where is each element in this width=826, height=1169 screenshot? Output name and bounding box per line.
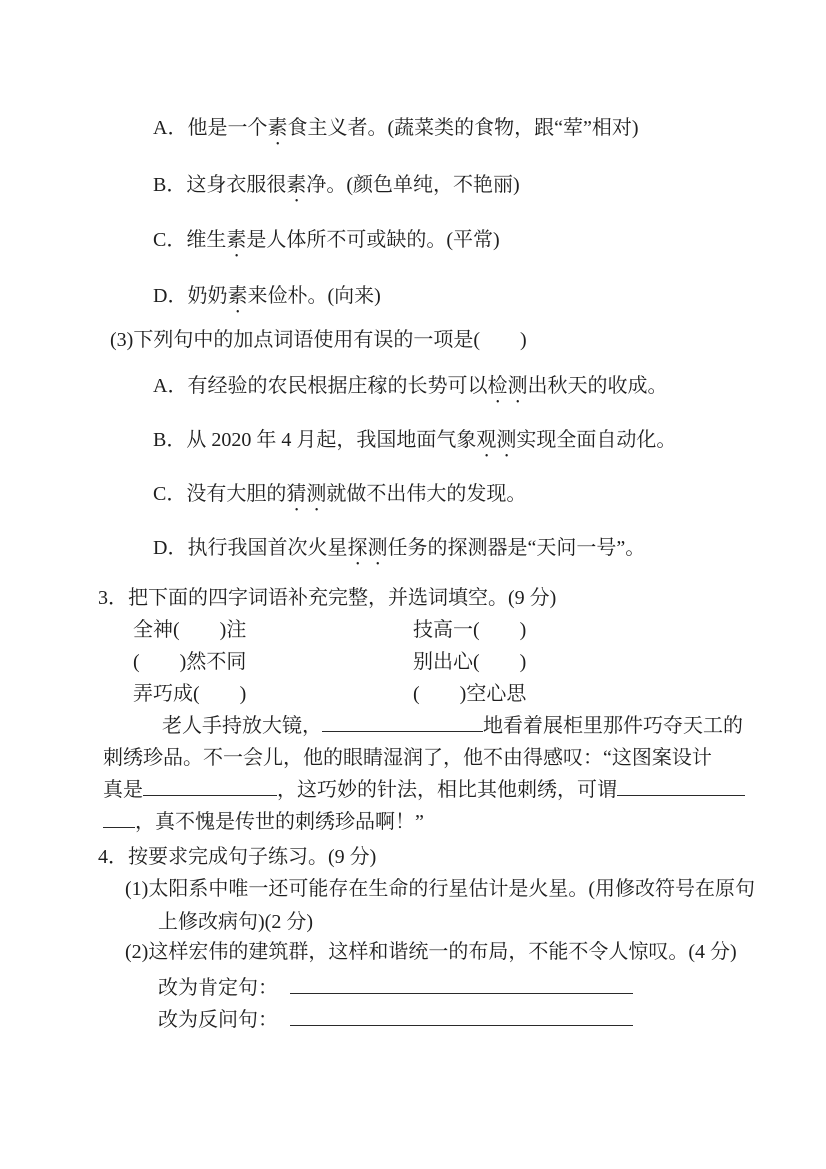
option-text: 出秋天的收成。 — [527, 375, 668, 397]
idiom-right: 别出心( ) — [413, 651, 527, 673]
option-label: D． — [153, 285, 188, 307]
option-text: 来俭朴。(向来) — [247, 285, 381, 307]
option-text: 任务的探测器是“天问一号”。 — [387, 537, 646, 559]
fill-blank — [143, 777, 277, 796]
q4-affirmative-answer-line — [158, 975, 633, 1001]
option-text: 没有大胆的 — [186, 483, 287, 505]
paragraph-text: 地看着展柜里那件巧夺天工的 — [483, 715, 743, 737]
stem-text: (3)下列句中的加点词语使用有误的一项是( ) — [110, 329, 527, 351]
option-text: 从 2020 年 4 月起，我国地面气象 — [186, 429, 477, 451]
emphasized-word: 观测 — [476, 429, 517, 451]
option-label: C． — [153, 229, 187, 251]
q3-paragraph-line-2 — [103, 745, 712, 771]
option-text: 执行我国首次火星 — [187, 537, 348, 559]
q4-sub1-line-2 — [158, 909, 313, 935]
answer-label: 改为肯定句： — [158, 977, 278, 999]
option-label: C． — [153, 483, 187, 505]
sub-question-text: (1)太阳系中唯一还可能存在生命的行星估计是火星。(用修改符号在原句 — [125, 878, 755, 900]
paragraph-text: 刺绣珍品。不一会儿，他的眼睛湿润了，他不由得感叹：“这图案设计 — [103, 747, 712, 769]
option-text: 食主义者。(蔬菜类的食物，跟“荤”相对) — [287, 117, 639, 139]
idiom-row-1 — [133, 617, 693, 643]
idiom-left: 全神( )注 — [133, 619, 247, 641]
q2su-option-b — [153, 172, 520, 207]
stem-text: 3．把下面的四字词语补充完整，并选词填空。(9 分) — [98, 587, 557, 609]
answer-blank — [290, 975, 633, 994]
option-text: 奶奶 — [187, 285, 228, 307]
option-label: D． — [153, 537, 188, 559]
answer-blank — [290, 1007, 633, 1026]
q4-sub1-line-1 — [125, 876, 755, 902]
q3-paragraph-line-3 — [103, 777, 745, 803]
q2su-option-c — [153, 227, 500, 262]
option-text: 实现全面自动化。 — [516, 429, 677, 451]
option-label: A． — [153, 117, 188, 139]
q3-paragraph-line-4 — [103, 809, 424, 835]
idiom-right: ( )空心思 — [413, 683, 527, 705]
idiom-right: 技高一( ) — [413, 619, 527, 641]
q23-option-d — [153, 535, 645, 570]
q2su-option-a — [153, 115, 639, 150]
q2su-option-d — [153, 283, 381, 318]
fill-blank — [617, 777, 745, 796]
option-text: 就做不出伟大的发现。 — [326, 483, 527, 505]
stem-text: 4．按要求完成句子练习。(9 分) — [98, 846, 377, 868]
sub-question-text: 上修改病句)(2 分) — [158, 911, 313, 933]
option-text: 这身衣服很 — [186, 174, 287, 196]
option-text: 净。(颜色单纯，不艳丽) — [306, 174, 520, 196]
q4-sub2 — [125, 939, 737, 965]
emphasized-word: 素 — [286, 174, 307, 196]
option-text: 有经验的农民根据庄稼的长势可以 — [187, 375, 488, 397]
emphasized-word: 猜测 — [286, 483, 327, 505]
idiom-row-2 — [133, 649, 693, 675]
q23-option-a — [153, 373, 667, 408]
paragraph-text: 老人手持放大镜， — [162, 715, 322, 737]
emphasized-word: 素 — [226, 229, 247, 251]
q4-rhetorical-answer-line — [158, 1007, 633, 1033]
q2-3-stem — [110, 327, 527, 353]
paragraph-text: ，真不愧是传世的刺绣珍品啊！” — [135, 811, 424, 833]
option-label: B． — [153, 429, 187, 451]
option-text: 他是一个 — [187, 117, 268, 139]
paragraph-text: ，这巧妙的针法，相比其他刺绣，可谓 — [277, 779, 617, 801]
q3-paragraph-line-1 — [162, 713, 743, 739]
fill-blank — [103, 809, 135, 828]
sub-question-text: (2)这样宏伟的建筑群，这样和谐统一的布局，不能不令人惊叹。(4 分) — [125, 941, 737, 963]
fill-blank — [322, 713, 483, 732]
emphasized-word: 探测 — [347, 537, 388, 559]
option-label: A． — [153, 375, 188, 397]
option-text: 是人体所不可或缺的。(平常) — [246, 229, 500, 251]
option-text: 维生 — [186, 229, 227, 251]
q4-stem — [98, 844, 376, 870]
idiom-row-3 — [133, 681, 693, 707]
paragraph-text: 真是 — [103, 779, 143, 801]
emphasized-word: 检测 — [487, 375, 528, 397]
q23-option-b — [153, 427, 676, 462]
idiom-left: 弄巧成( ) — [133, 683, 247, 705]
q3-stem — [98, 585, 556, 611]
answer-label: 改为反问句： — [158, 1009, 278, 1031]
emphasized-word: 素 — [227, 285, 248, 307]
q23-option-c — [153, 481, 526, 516]
emphasized-word: 素 — [267, 117, 288, 139]
option-label: B． — [153, 174, 187, 196]
idiom-left: ( )然不同 — [133, 651, 247, 673]
